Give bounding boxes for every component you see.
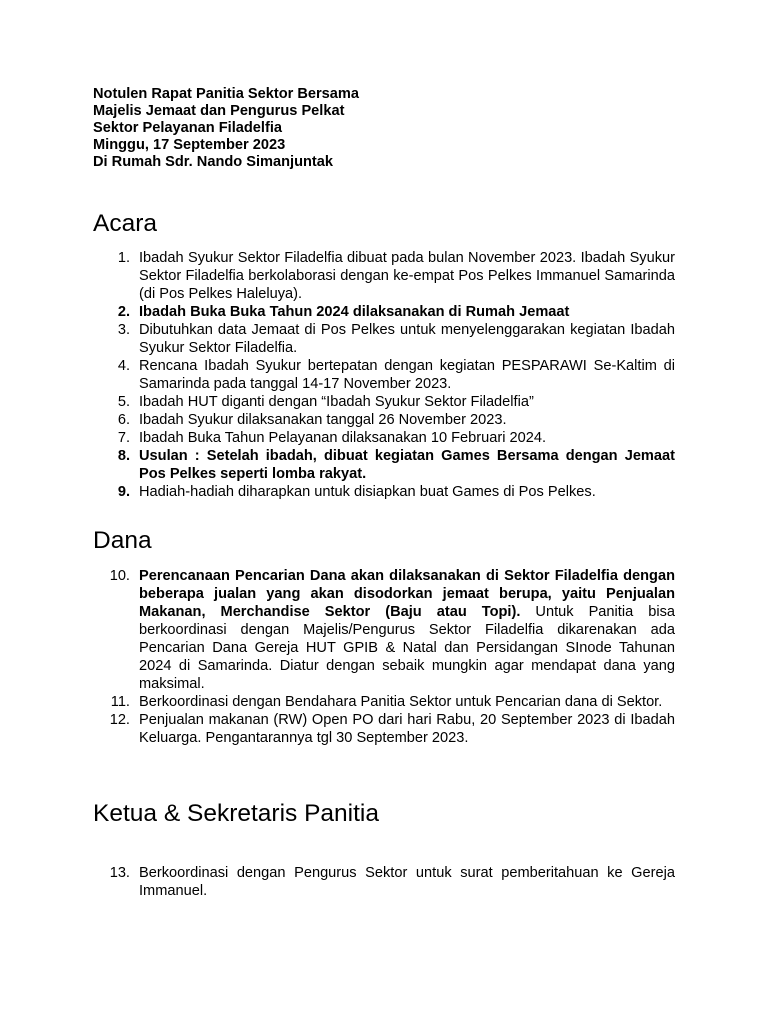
item-text: Ibadah Buka Tahun Pelayanan dilaksanakan 10 Februari 2024.: [139, 430, 547, 446]
item-text-bold: Perencanaan Pencarian Dana akan dilaksanakan di Sektor Filadelfia dengan beberapa jualan yang akan disodorkan jemaat berupa, yaitu Penjualan Makanan, Merchandise Sektor (Baju atau Topi).: [139, 568, 675, 620]
item-text: Hadiah-hadiah diharapkan untuk disiapkan buat Games di Pos Pelkes.: [139, 484, 596, 500]
section-ketua-sekretaris: [93, 799, 675, 900]
list-item: [93, 693, 675, 711]
list-item: [93, 711, 675, 747]
item-number: 6.: [117, 412, 130, 428]
item-text: Ibadah Buka Buka Tahun 2024 dilaksanakan di Rumah Jemaat: [139, 304, 570, 320]
list-item: [93, 483, 675, 501]
item-text: Berkoordinasi dengan Pengurus Sektor untuk surat pemberitahuan ke Gereja Immanuel.: [139, 865, 675, 899]
item-number: 4.: [117, 358, 130, 374]
section-acara: [93, 209, 675, 501]
section-title-ketua: Ketua & Sekretaris Panitia: [93, 800, 379, 827]
item-text: Usulan : Setelah ibadah, dibuat kegiatan Games Bersama dengan Jemaat Pos Pelkes seperti lomba rakyat.: [139, 448, 675, 482]
list-item: [93, 393, 675, 411]
item-number: 10.: [109, 568, 130, 584]
header-title: Notulen Rapat Panitia Sektor Bersama: [93, 86, 360, 102]
document-page: [93, 86, 675, 900]
item-number: 11.: [110, 694, 130, 710]
list-item: [93, 567, 675, 693]
item-number: 3.: [117, 322, 130, 338]
item-text: Ibadah Syukur Sektor Filadelfia dibuat pada bulan November 2023. Ibadah Syukur Sektor Filadelfia berkolaborasi dengan ke-empat Pos Pelkes Immanuel Samarinda (di Pos Pelkes Haleluya).: [139, 250, 675, 302]
item-number: 2.: [117, 304, 130, 320]
item-text: Berkoordinasi dengan Bendahara Panitia Sektor untuk Pencarian dana di Sektor.: [139, 694, 663, 710]
list-item: [93, 864, 675, 900]
header-sector: Sektor Pelayanan Filadelfia: [93, 120, 282, 136]
document-header: [93, 86, 675, 171]
item-text: Untuk Panitia bisa berkoordinasi dengan Majelis/Pengurus Sektor Filadelfia dikarenakan ada Pencarian Dana Gereja HUT GPIB & Natal dan Persidangan SInode Tahunan 2024 di Samarinda. Diatur dengan sebaik mungkin agar mendapat dana yang maksimal.: [139, 604, 675, 692]
header-subtitle: Majelis Jemaat dan Pengurus Pelkat: [93, 103, 345, 119]
item-number: 5.: [117, 394, 130, 410]
item-text: Rencana Ibadah Syukur bertepatan dengan kegiatan PESPARAWI Se-Kaltim di Samarinda pada tanggal 14-17 November 2023.: [139, 358, 675, 392]
list-item: [93, 357, 675, 393]
item-number: 9.: [117, 484, 130, 500]
list-item: [93, 303, 675, 321]
section-title-dana: Dana: [93, 527, 152, 554]
item-number: 8.: [117, 448, 130, 464]
list-item: [93, 429, 675, 447]
item-number: 12.: [109, 712, 130, 728]
item-number: 7.: [117, 430, 130, 446]
header-location: Di Rumah Sdr. Nando Simanjuntak: [93, 154, 334, 170]
ketua-list: [93, 864, 675, 900]
list-item: [93, 411, 675, 429]
item-text: Ibadah Syukur dilaksanakan tanggal 26 November 2023.: [139, 412, 507, 428]
list-item: [93, 249, 675, 303]
list-item: [93, 321, 675, 357]
dana-list: [93, 567, 675, 747]
acara-list: [93, 249, 675, 501]
header-date: Minggu, 17 September 2023: [93, 137, 286, 153]
item-text: Ibadah HUT diganti dengan “Ibadah Syukur Sektor Filadelfia”: [139, 394, 534, 410]
item-text: Dibutuhkan data Jemaat di Pos Pelkes untuk menyelenggarakan kegiatan Ibadah Syukur Sektor Filadelfia.: [139, 322, 675, 356]
list-item: [93, 447, 675, 483]
item-number: 1.: [117, 250, 130, 266]
item-number: 13.: [109, 865, 130, 881]
section-dana: [93, 526, 675, 747]
section-title-acara: Acara: [93, 210, 158, 237]
item-text: Penjualan makanan (RW) Open PO dari hari Rabu, 20 September 2023 di Ibadah Keluarga. Pengantarannya tgl 30 September 2023.: [139, 712, 675, 746]
